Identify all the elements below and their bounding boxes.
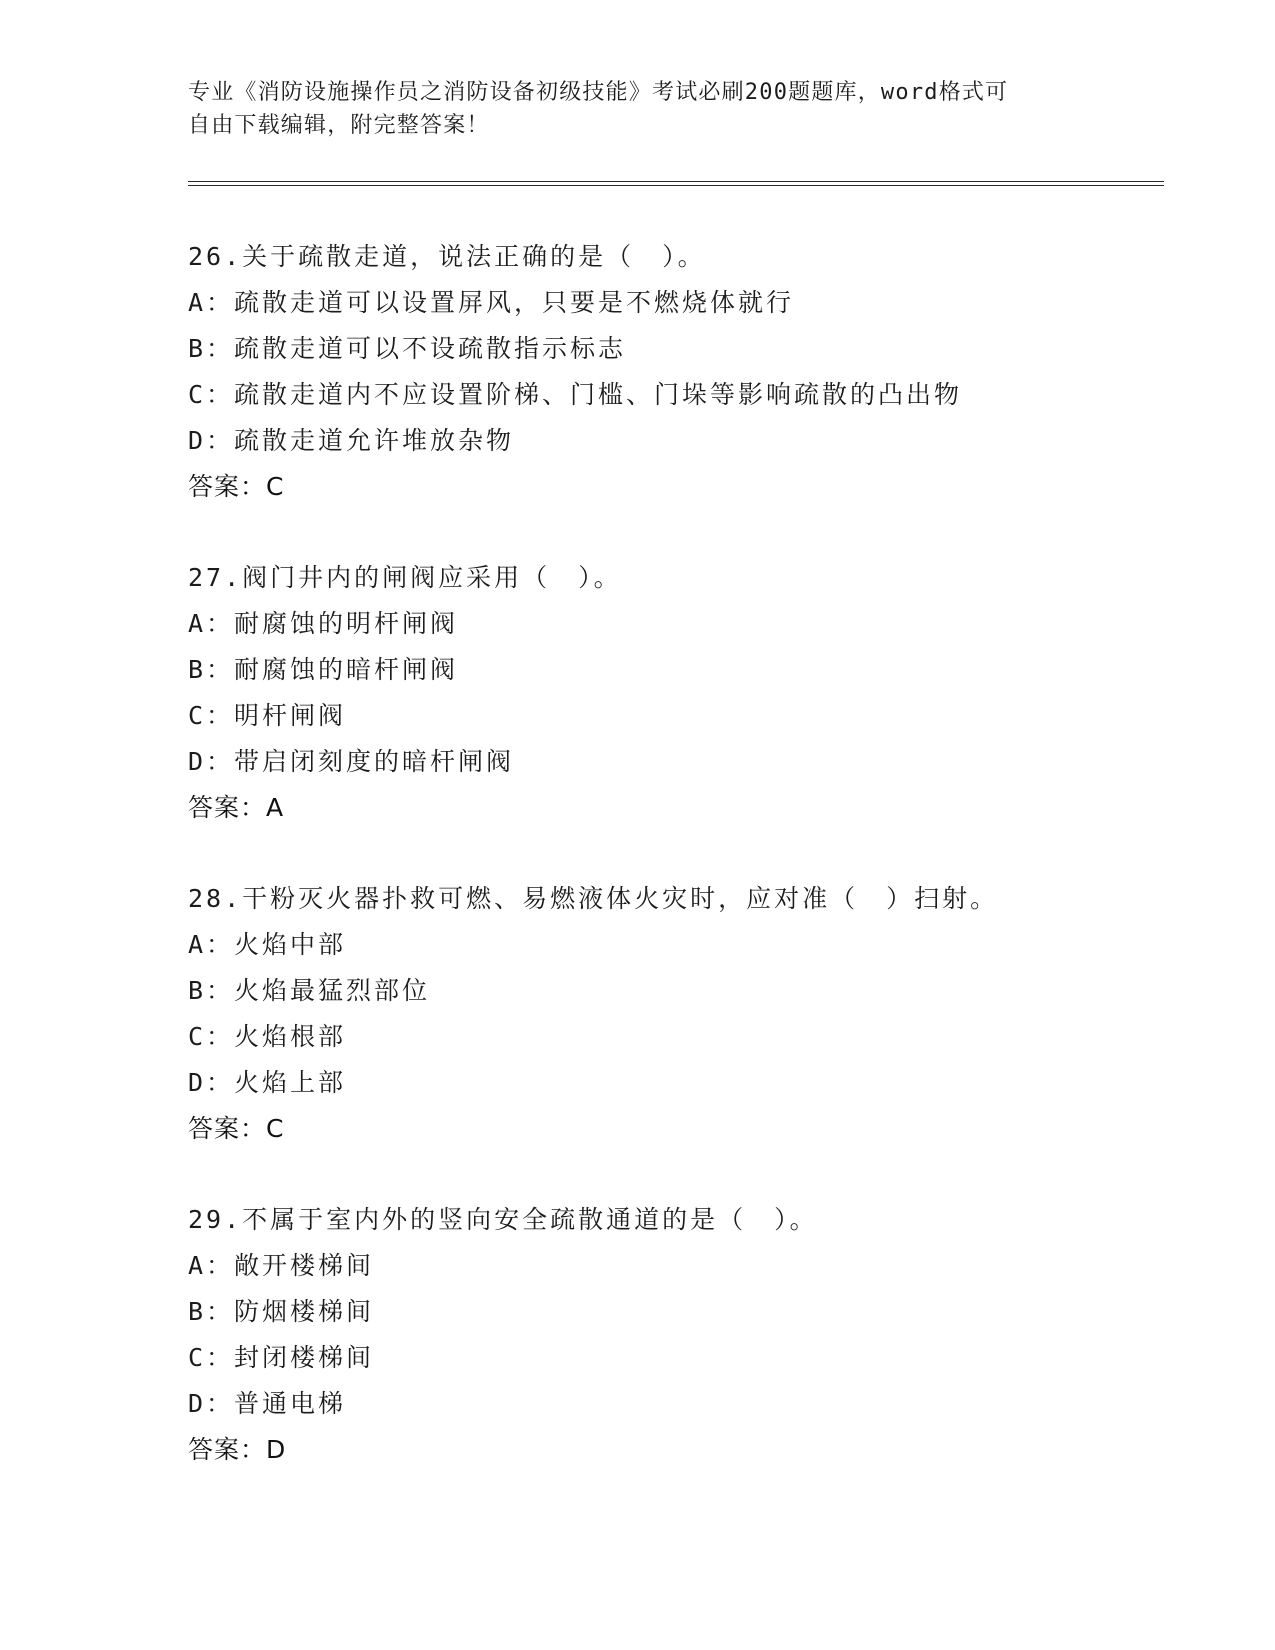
option-d: D：火焰上部 (188, 1068, 347, 1097)
question-stem: 28.干粉灭火器扑救可燃、易燃液体火灾时，应对准（ ）扫射。 (188, 884, 999, 913)
option-a: A：疏散走道可以设置屏风，只要是不燃烧体就行 (188, 288, 795, 317)
question-26 (188, 234, 1188, 510)
option-b: B：耐腐蚀的暗杆闸阀 (188, 655, 459, 684)
option-c: C：明杆闸阀 (188, 701, 347, 730)
option-d: D：疏散走道允许堆放杂物 (188, 426, 515, 455)
option-c: C：火焰根部 (188, 1022, 347, 1051)
question-stem: 27.阀门井内的闸阀应采用（ ）。 (188, 563, 622, 592)
option-d: D：带启闭刻度的暗杆闸阀 (188, 747, 515, 776)
answer-line: 答案：A (188, 793, 285, 822)
option-a: A：耐腐蚀的明杆闸阀 (188, 609, 459, 638)
option-d: D：普通电梯 (188, 1389, 347, 1418)
option-c: C：疏散走道内不应设置阶梯、门槛、门垛等影响疏散的凸出物 (188, 380, 963, 409)
option-a: A：火焰中部 (188, 930, 347, 959)
document-header (188, 76, 1068, 142)
question-29 (188, 1197, 1188, 1473)
answer-line: 答案：C (188, 1114, 285, 1143)
header-line-2: 自由下载编辑，附完整答案！ (188, 113, 490, 138)
question-27 (188, 555, 1188, 831)
header-divider-top (188, 181, 1164, 182)
option-b: B：疏散走道可以不设疏散指示标志 (188, 334, 627, 363)
option-c: C：封闭楼梯间 (188, 1343, 375, 1372)
question-stem: 29.不属于室内外的竖向安全疏散通道的是（ ）。 (188, 1205, 818, 1234)
header-divider-bottom (188, 185, 1164, 186)
header-line-1: 专业《消防设施操作员之消防设备初级技能》考试必刷200题题库，word格式可 (188, 80, 1009, 105)
option-a: A：敞开楼梯间 (188, 1251, 375, 1280)
answer-line: 答案：C (188, 472, 285, 501)
option-b: B：火焰最猛烈部位 (188, 976, 431, 1005)
option-b: B：防烟楼梯间 (188, 1297, 375, 1326)
question-28 (188, 876, 1188, 1152)
answer-line: 答案：D (188, 1435, 287, 1464)
question-stem: 26.关于疏散走道，说法正确的是（ ）。 (188, 242, 706, 271)
